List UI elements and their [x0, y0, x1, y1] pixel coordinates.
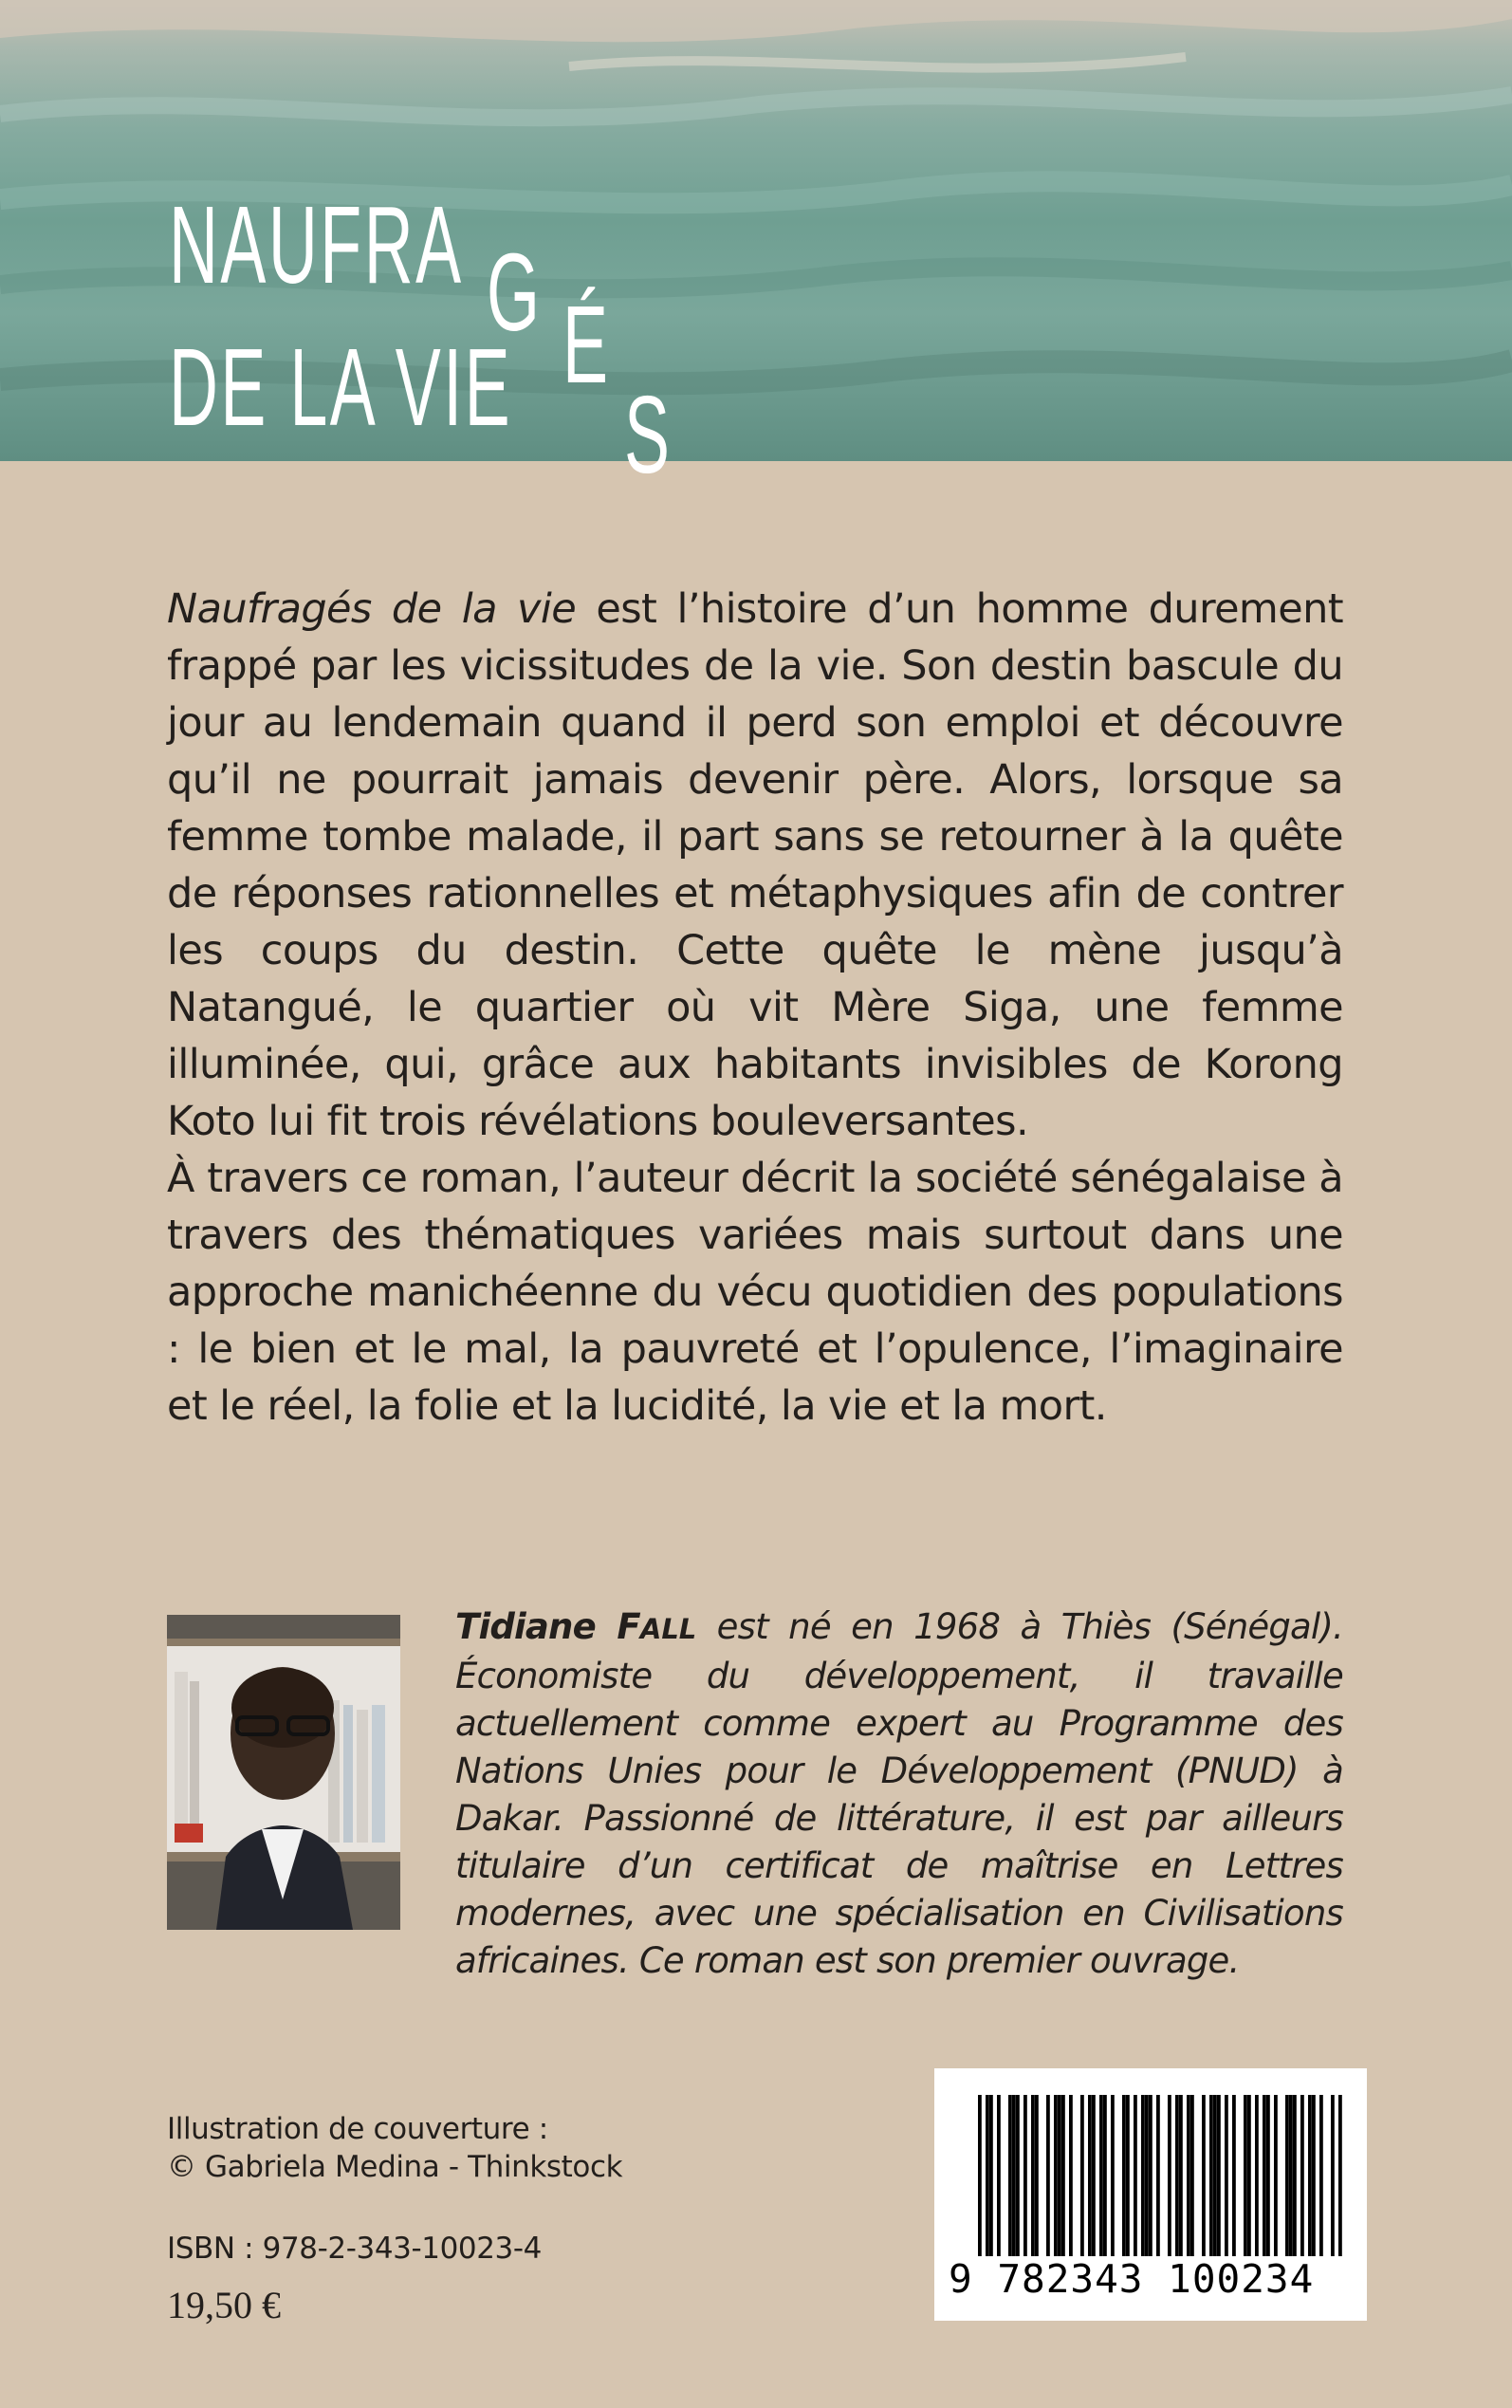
- barcode-bar: [1190, 2095, 1194, 2256]
- barcode-bar: [1187, 2095, 1190, 2256]
- isbn: ISBN : 978-2-343-10023-4: [167, 2232, 542, 2266]
- barcode-bar: [1289, 2095, 1293, 2256]
- barcode-bar: [1156, 2095, 1160, 2256]
- barcode-bar: [1092, 2095, 1096, 2256]
- synopsis-paragraph-1: [167, 581, 1343, 1150]
- price: 19,50 €: [167, 2284, 281, 2326]
- author-portrait: [167, 1615, 400, 1930]
- barcode-bar: [1099, 2095, 1103, 2256]
- barcode-bar: [1232, 2095, 1236, 2256]
- barcode-bar: [986, 2095, 989, 2256]
- barcode-bar: [1175, 2095, 1179, 2256]
- barcode-bar: [1008, 2095, 1012, 2256]
- book-title-italic: Naufragés de la vie: [167, 585, 577, 633]
- author-photo: [167, 1615, 400, 1930]
- barcode-bar: [1023, 2095, 1027, 2256]
- barcode-bar: [1035, 2095, 1039, 2256]
- cover-sea-photo: [0, 0, 1512, 461]
- barcode-bar: [1331, 2095, 1335, 2256]
- barcode-bar: [1285, 2095, 1289, 2256]
- barcode-bar: [1209, 2095, 1213, 2256]
- credits-label: Illustration de couverture :: [167, 2112, 548, 2146]
- author-bio-text: est né en 1968 à Thiès (Sénégal). Économiste du développement, il travaille actuellement comme expert au Programme des Nations Unies pour le Développement (PNUD) à Dakar. Passionné de littérature, il est par ailleurs titulaire d’un certificat de maîtrise en Lettres modernes, avec une spécialisation en Civilisations africaines. Ce roman est son premier ouvrage.: [455, 1606, 1343, 1981]
- barcode-bar: [1103, 2095, 1107, 2256]
- title-letter-s: S: [624, 373, 673, 496]
- barcode-bar: [1126, 2095, 1130, 2256]
- barcode-bar: [978, 2095, 982, 2256]
- title-de-la-vie: DE LA VIE: [169, 325, 513, 449]
- barcode-bar: [1141, 2095, 1145, 2256]
- barcode-bar: [1016, 2095, 1020, 2256]
- synopsis: [167, 581, 1343, 1435]
- barcode-bar: [1274, 2095, 1278, 2256]
- barcode-bar: [1319, 2095, 1323, 2256]
- barcode-bar: [1111, 2095, 1115, 2256]
- author-bio: [455, 1603, 1343, 1985]
- barcode-bar: [1300, 2095, 1304, 2256]
- barcode-bar: [997, 2095, 1001, 2256]
- barcode-bar: [1225, 2095, 1228, 2256]
- synopsis-paragraph-2: À travers ce roman, l’auteur décrit la société sénégalaise à travers des thématiques variées mais surtout dans une approche manichéenne du vécu quotidien des populations : le bien et le mal, la pauvreté et l’opulence, l’imaginaire et le réel, la folie et la lucidité, la vie et la mort.: [167, 1155, 1343, 1430]
- barcode-bar: [1054, 2095, 1058, 2256]
- barcode-bar: [1080, 2095, 1084, 2256]
- barcode-bar: [1058, 2095, 1061, 2256]
- barcode-bar: [1168, 2095, 1171, 2256]
- barcode-bar: [1031, 2095, 1035, 2256]
- barcode-bar: [1213, 2095, 1217, 2256]
- barcode-bar: [1202, 2095, 1206, 2256]
- barcode-bar: [1179, 2095, 1183, 2256]
- barcode-bar: [1061, 2095, 1065, 2256]
- author-name: Tidiane FALL: [455, 1606, 697, 1647]
- barcode-bar: [1134, 2095, 1137, 2256]
- barcode-bar: [1069, 2095, 1073, 2256]
- barcode-bar: [1088, 2095, 1092, 2256]
- barcode-bar: [989, 2095, 993, 2256]
- barcode-bar: [1145, 2095, 1149, 2256]
- barcode-bar: [1266, 2095, 1270, 2256]
- barcode-bar: [1012, 2095, 1016, 2256]
- title-letter-g: G: [487, 231, 543, 354]
- barcode-bar: [1046, 2095, 1050, 2256]
- cover-credits: [167, 2110, 622, 2186]
- barcode-bar: [1293, 2095, 1297, 2256]
- barcode: [934, 2068, 1367, 2321]
- barcode-bar: [1308, 2095, 1312, 2256]
- barcode-bar: [1312, 2095, 1316, 2256]
- barcode-bar: [1255, 2095, 1259, 2256]
- barcode-bar: [1149, 2095, 1152, 2256]
- barcode-bar: [1247, 2095, 1251, 2256]
- title-letter-e: É: [562, 283, 611, 406]
- title-naufra: NAUFRA: [169, 183, 464, 306]
- barcode-digits: 9 782343 100234: [949, 2256, 1315, 2302]
- barcode-bar: [1244, 2095, 1247, 2256]
- barcode-bar: [1122, 2095, 1126, 2256]
- barcode-bar: [1263, 2095, 1266, 2256]
- synopsis-para1-text: est l’histoire d’un homme durement frappé par les vicissitudes de la vie. Son destin bascule du jour au lendemain quand il perd son emploi et découvre qu’il ne pourrait jamais devenir père. Alors, lorsque sa femme tombe malade, il part sans se retourner à la quête de réponses rationnelles et métaphysiques afin de contrer les coups du destin. Cette quête le mène jusqu’à Natangué, le quartier où vit Mère Siga, une femme illuminée, qui, grâce aux habitants invisibles de Korong Koto lui fit trois révélations bouleversantes.: [167, 585, 1343, 1145]
- barcode-bar: [1338, 2095, 1342, 2256]
- credits-value: © Gabriela Medina - Thinkstock: [167, 2150, 623, 2184]
- barcode-bar: [1217, 2095, 1221, 2256]
